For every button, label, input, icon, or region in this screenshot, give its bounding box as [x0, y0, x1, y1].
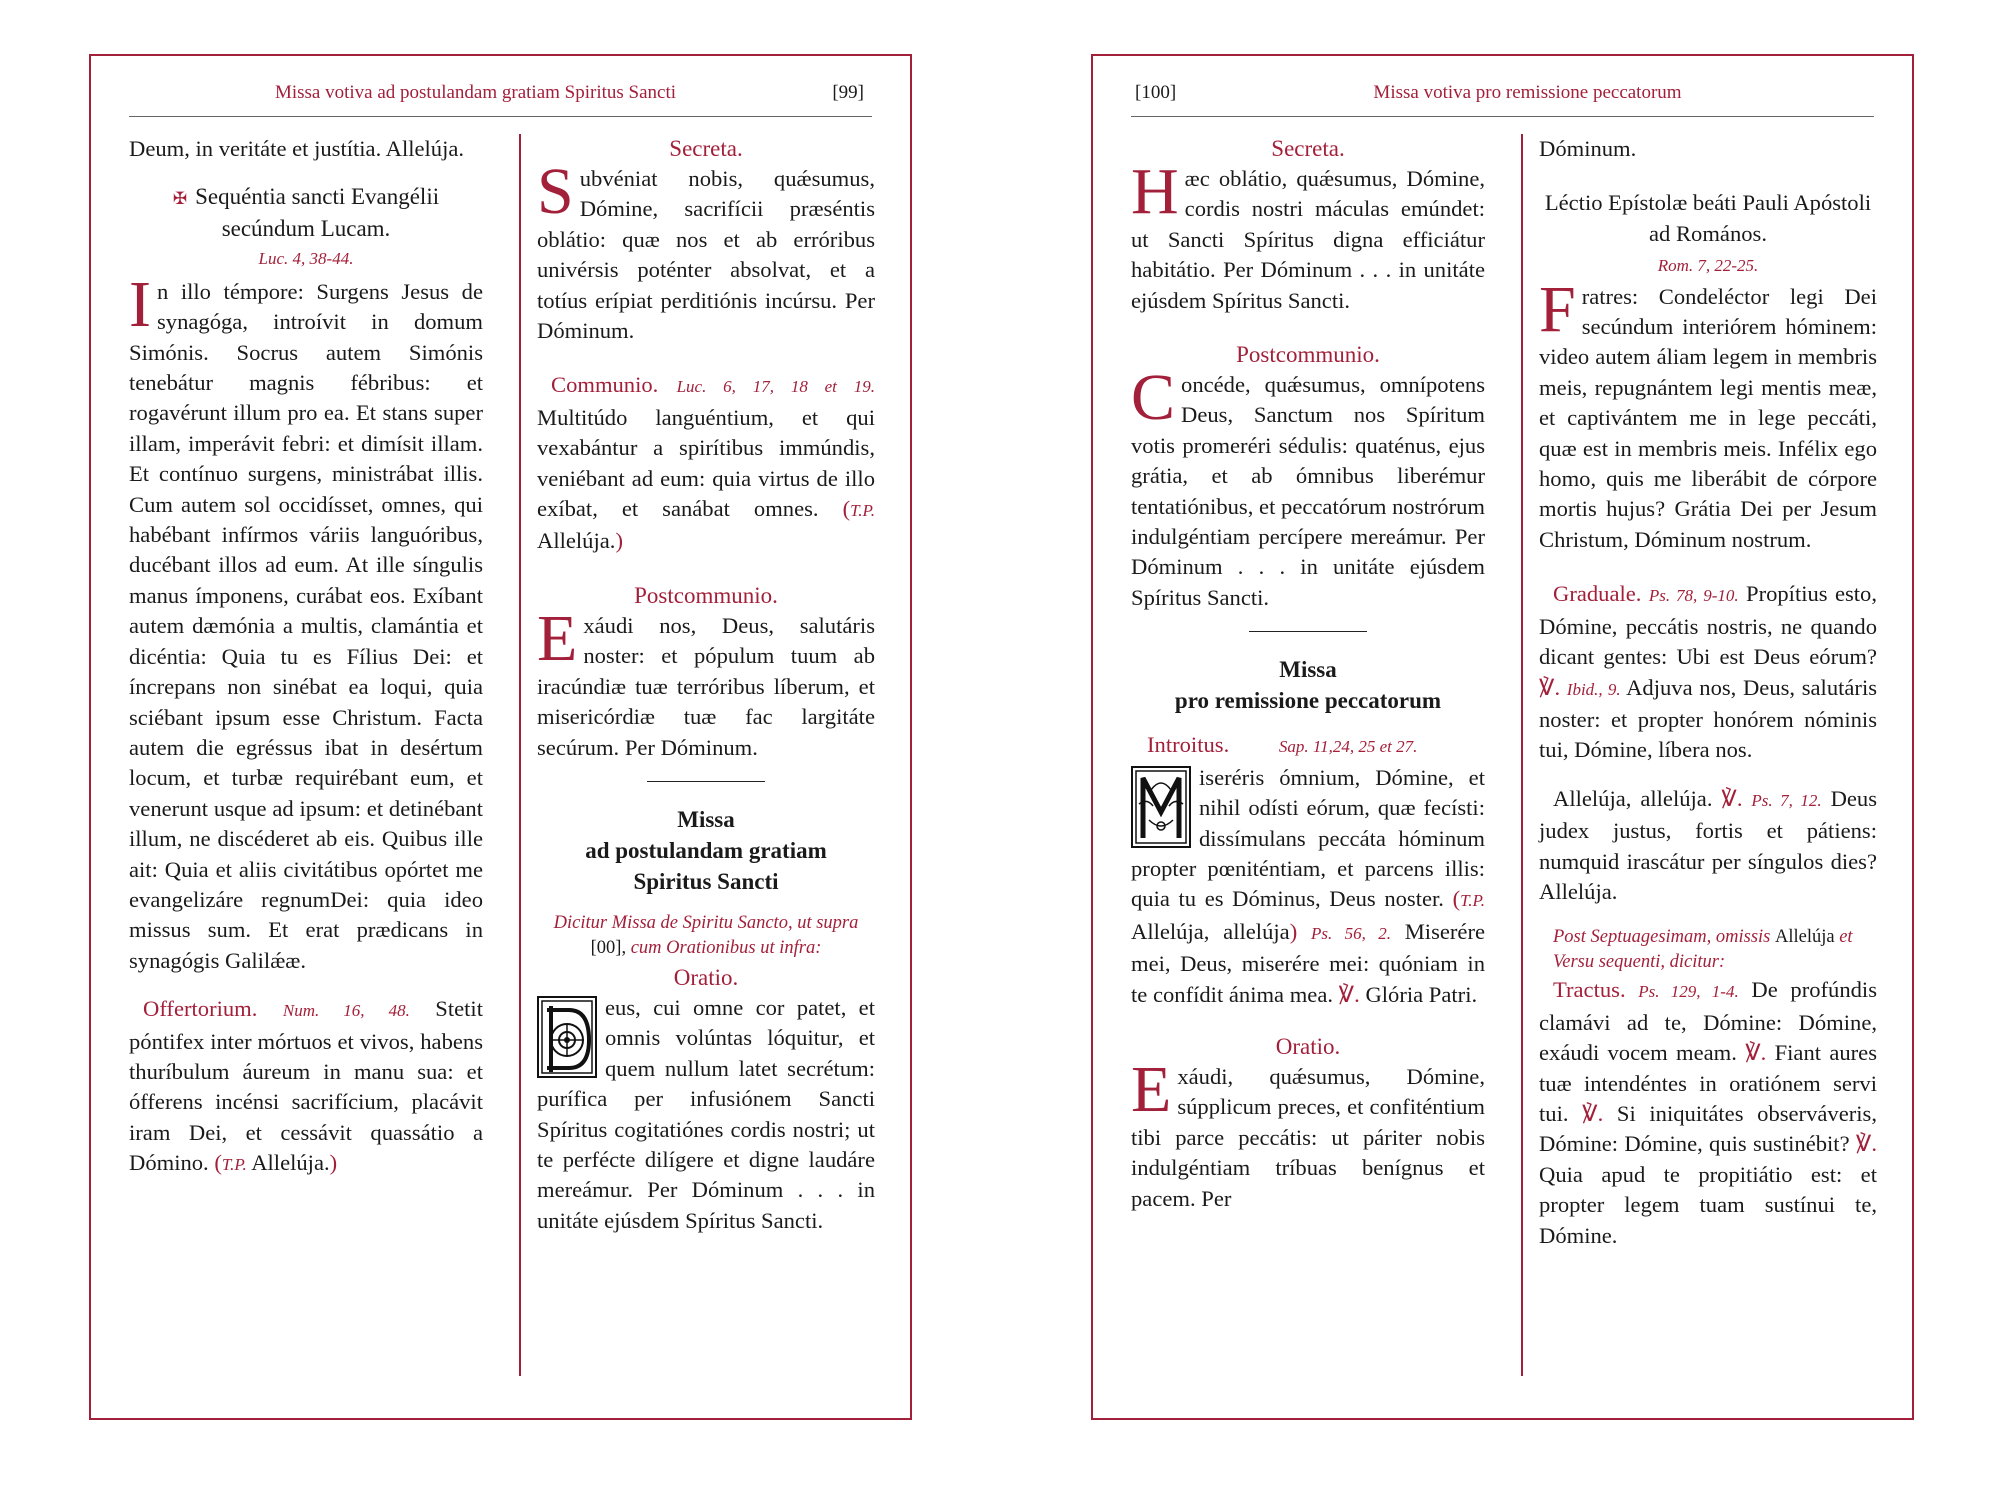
- alleluia: Allelúja.: [251, 1150, 330, 1176]
- drop-cap-h: H: [1131, 155, 1179, 228]
- offertory-label: Offertorium.: [143, 996, 258, 1022]
- tractus-citation: Ps. 129, 1-4.: [1638, 982, 1739, 1002]
- versicle-icon: ℣.: [1721, 785, 1743, 811]
- drop-cap-c: C: [1131, 361, 1176, 435]
- offertory-citation: Num. 16, 48.: [282, 1001, 410, 1021]
- drop-cap-s: S: [537, 155, 574, 228]
- running-head-left: [129, 70, 872, 117]
- paren-close: ): [615, 528, 623, 554]
- postcommunio-text: xáudi nos, Deus, salutáris noster: et pópulum tuum ab iracúndiæ tuæ terróribus líberum, et misericórdiæ tuæ fac largitáte secúrum. Per Dóminum.: [537, 612, 875, 760]
- left-page: [89, 54, 912, 1420]
- lectio-text: ratres: Condeléctor legi Dei secúndum interiórem hóminem: video autem áliam legem in membris meis, repugnántem legi mentis meæ, et captivántem me in lege peccáti, quæ est in membris meis. Infélix ego homo, quis me liberábit de córpore mortis hujus? Grátia Dei per Jesum Christum, Dóminum nostrum.: [1539, 283, 1877, 552]
- right-page: [1091, 54, 1914, 1420]
- versicle-icon: ℣.: [1745, 1040, 1767, 1066]
- graduale-citation: Ps. 78, 9-10.: [1648, 586, 1739, 606]
- tp-marker: T.P.: [850, 501, 875, 521]
- left-column-2: [519, 134, 875, 1376]
- missa-title: [537, 804, 875, 897]
- tractus-label: Tractus.: [1553, 977, 1626, 1003]
- cross-potent-icon: ✠: [172, 189, 188, 209]
- postcommunio-heading: Postcommunio.: [1236, 342, 1380, 368]
- gloria-patri: Glória Patri.: [1365, 981, 1478, 1007]
- running-title: Missa votiva ad postulandam gratiam Spiritus Sancti: [274, 82, 677, 103]
- alleluia: Allelúja.: [537, 528, 616, 554]
- rubric-text: Dicitur Missa de Spiritu Sancto, ut supra: [553, 912, 859, 933]
- drop-cap-e: E: [1131, 1052, 1172, 1126]
- tp-marker: T.P.: [221, 1155, 247, 1175]
- oratio-end: Dóminum.: [1539, 136, 1637, 161]
- drop-cap-f: F: [1539, 272, 1576, 346]
- introitus-label: Introitus.: [1147, 732, 1230, 758]
- secreta-heading: Secreta.: [669, 136, 743, 161]
- lectio-heading: Léctio Epístolæ beáti Pauli Apóstoli ad Romános.: [1544, 190, 1872, 246]
- secreta-text: ubvéniat nobis, quǽsumus, Dómine, sacrifícii præséntis oblátio: quæ nos et ab erróribus univérsis poténter absolvat, et a totíus erípiat perditiónis incúrsu. Per Dóminum.: [537, 166, 875, 344]
- introitus-text: iseréris ómnium, Dómine, et nihil odísti eórum, quæ fecísti: dissímulans peccáta hóminum propter pœniténtiam, et parcens illis: quia tu es Dóminus, Deus noster.: [1131, 764, 1485, 912]
- alleluia-text: Allelúja, allelúja.: [1553, 785, 1713, 811]
- tractus-text: De profúndis clamávi ad te, Dómine: Dómine, exáudi vocem meam.: [1539, 977, 1877, 1066]
- paren-open: (: [1452, 886, 1461, 912]
- oratio-text: xáudi, quǽsumus, Dómine, súpplicum preces, et confiténtium tibi parce peccátis: ut páriter nobis indulgéntiam tríbuas benígnus et pacem. Per: [1131, 1063, 1485, 1211]
- paren-open: (: [214, 1150, 222, 1176]
- tractus-text: Quia apud te propitiátio est: et propter legem tuam sustínui te, Dómine.: [1539, 1161, 1877, 1248]
- versicle-icon: ℣.: [1582, 1100, 1604, 1126]
- rubric-reference: [00],: [590, 937, 627, 958]
- page-number: [100]: [1135, 82, 1177, 103]
- oratio-text: eus, cui omne cor patet, et omnis volúntas lóquitur, et quem nullum latet secrétum: purífica per infusiónem Sancti Spíritus cogitatiónes cordis nostri; ut te perfécte dilígere et digne laudáre mereámur. Per Dóminum . . . in unitáte ejúsdem Spíritus Sancti.: [537, 994, 875, 1233]
- left-column-1: [129, 134, 483, 1376]
- versicle-icon: ℣.: [1539, 674, 1561, 700]
- oratio-heading: Oratio.: [673, 964, 739, 990]
- rubric: [1553, 925, 1877, 975]
- missa-title-line: Spiritus Sancti: [633, 868, 779, 894]
- oratio-heading: Oratio.: [1275, 1033, 1341, 1059]
- tractus-text: Si iniquitátes observáveris, Dómine: Dómine, quis sustinébit?: [1539, 1100, 1877, 1157]
- running-title: Missa votiva pro remissione peccatorum: [1373, 82, 1682, 103]
- ornate-initial-m-icon: [1131, 766, 1191, 848]
- missa-title-line: ad postulandam gratiam: [585, 837, 827, 863]
- paren-open: (: [842, 496, 851, 522]
- right-column-1: [1131, 134, 1485, 1376]
- rubric-text: cum Orationibus ut infra:: [630, 937, 822, 958]
- tp-alleluia: Allelúja, allelúja: [1131, 918, 1290, 944]
- paren-close: ): [329, 1150, 338, 1176]
- missa-title-line: Missa: [1279, 657, 1337, 683]
- gospel-text: n illo témpore: Surgens Jesus de synagóga, introívit in domum Simónis. Socrus autem Simónis tenebátur magnis fébribus: et rogavérunt illum pro ea. Et stans super illam, imperávit febri: et dimísit illam. Et contínuo surgens, ministrábat illis. Cum autem sol occidísset, omnes, qui habébant infírmos váriis languóribus, ducébant illos ad eum. At ille síngulis manus ímponens, curábat eos. Exíbant autem dæmónia a multis, clamántia et dicéntia: Quia tu es Fílius Dei: et íncrepans non sinébat ea loqui, quia sciébant ipsum esse Christum. Facta autem die egréssus ibat in desértum locum, et turbæ requirébant eum, et venerunt usque ad ipsum: et detinébant illum, ne discéderet ab eis. Quibus ille ait: Quia et aliis civitátibus opórtet me evangelizáre regnumDei: quia ideo missus sum. Et erat prædicans in synagógis Galilǽæ.: [129, 278, 483, 973]
- gospel-heading: [129, 182, 483, 244]
- postcommunio-text: oncéde, quǽsumus, omnípotens Deus, Sanctum nos Spíritum votis promeréri sédulis: quaténus, ejus grátia, et ab ómnibus liberémur tentatiónibus, et peccatórum nostrórum indulgéntiam percípere mereámur. Per Dóminum . . . in unitáte ejúsdem Spíritus Sancti.: [1131, 372, 1485, 610]
- ornate-initial-d-icon: [537, 996, 597, 1078]
- section-divider: [647, 781, 765, 782]
- missa-title-line: pro remissione peccatorum: [1174, 688, 1442, 714]
- postcommunio-heading: Postcommunio.: [634, 582, 778, 608]
- secreta-heading: Secreta.: [1271, 136, 1345, 161]
- graduale-verse: Adjuva nos, Deus, salutáris noster: et propter honórem nóminis tui, Dómine, líbera nos.: [1539, 674, 1877, 763]
- versicle-icon: ℣.: [1338, 981, 1360, 1007]
- drop-cap-i: I: [129, 267, 151, 341]
- tp-marker: T.P.: [1460, 891, 1485, 911]
- paren-close: ): [1289, 918, 1298, 944]
- missa-title-line: Missa: [677, 806, 735, 832]
- drop-cap-e: E: [537, 601, 578, 675]
- communio-label: Communio.: [551, 372, 659, 398]
- lectio-citation: Rom. 7, 22-25.: [1657, 256, 1759, 276]
- page-number: [99]: [832, 82, 864, 103]
- psalm-text: Miserére mei, Deus, miserére mei: quóniam in te confídit ánima mea.: [1131, 918, 1485, 1007]
- versicle-icon: ℣.: [1855, 1131, 1877, 1157]
- communio-citation: Luc. 6, 17, 18 et 19.: [676, 377, 875, 397]
- rubric-text: et Versu sequenti, dicitur:: [1553, 927, 1853, 973]
- offertory-text: Stetit póntifex inter mórtuos et vivos, habens thuríbulum áureum in manu sua: et ófferens incénsi sacrifícium, placávit iram Dei, et cessávit quassátio a Dómino.: [129, 996, 483, 1176]
- gospel-end-line: Deum, in veritáte et justítia. Allelúja.: [129, 136, 465, 161]
- rubric-text: Post Septuagesimam, omissis: [1553, 927, 1771, 948]
- right-column-2: [1521, 134, 1877, 1376]
- missa-title: [1131, 654, 1485, 716]
- graduale-text: Propítius esto, Dómine, peccátis nostris, ne quando dicant gentes: Ubi est Deus eórum?: [1539, 581, 1877, 670]
- running-head-right: [1131, 70, 1874, 117]
- graduale-citation-2: Ibid., 9.: [1566, 679, 1621, 699]
- alleluia-citation: Ps. 7, 12.: [1751, 790, 1822, 810]
- tractus-text: Fiant aures tuæ intendéntes in oratiónem servi tui.: [1539, 1040, 1877, 1126]
- secreta-text: æc oblátio, quǽsumus, Dómine, cordis nostri máculas emúndet: ut Sancti Spíritus digna efficiátur habitátio. Per Dóminum . . . in unitáte ejúsdem Spíritus Sancti.: [1131, 166, 1485, 313]
- section-divider: [1249, 631, 1367, 632]
- communio-text: Multitúdo languéntium, et qui vexabántur a spirítibus immúndis, veniébant ad eum: quia virtus de illo exíbat, et sanábat omnes.: [537, 404, 875, 522]
- graduale-label: Graduale.: [1553, 581, 1642, 607]
- psalm-citation: Ps. 56, 2.: [1310, 923, 1391, 943]
- gospel-heading-text: Sequéntia sancti Evangélii secúndum Lucam.: [195, 184, 440, 242]
- rubric: [537, 911, 875, 961]
- introitus-citation: Sap. 11,24, 25 et 27.: [1278, 737, 1418, 757]
- rubric-alleluia: Allelúja: [1775, 927, 1835, 948]
- alleluia-verse: Deus judex justus, fortis et pátiens: numquid irascátur per síngulos dies? Allelúja.: [1539, 785, 1877, 904]
- gospel-citation: Luc. 4, 38-44.: [258, 249, 354, 269]
- introitus-heading: [1147, 730, 1485, 762]
